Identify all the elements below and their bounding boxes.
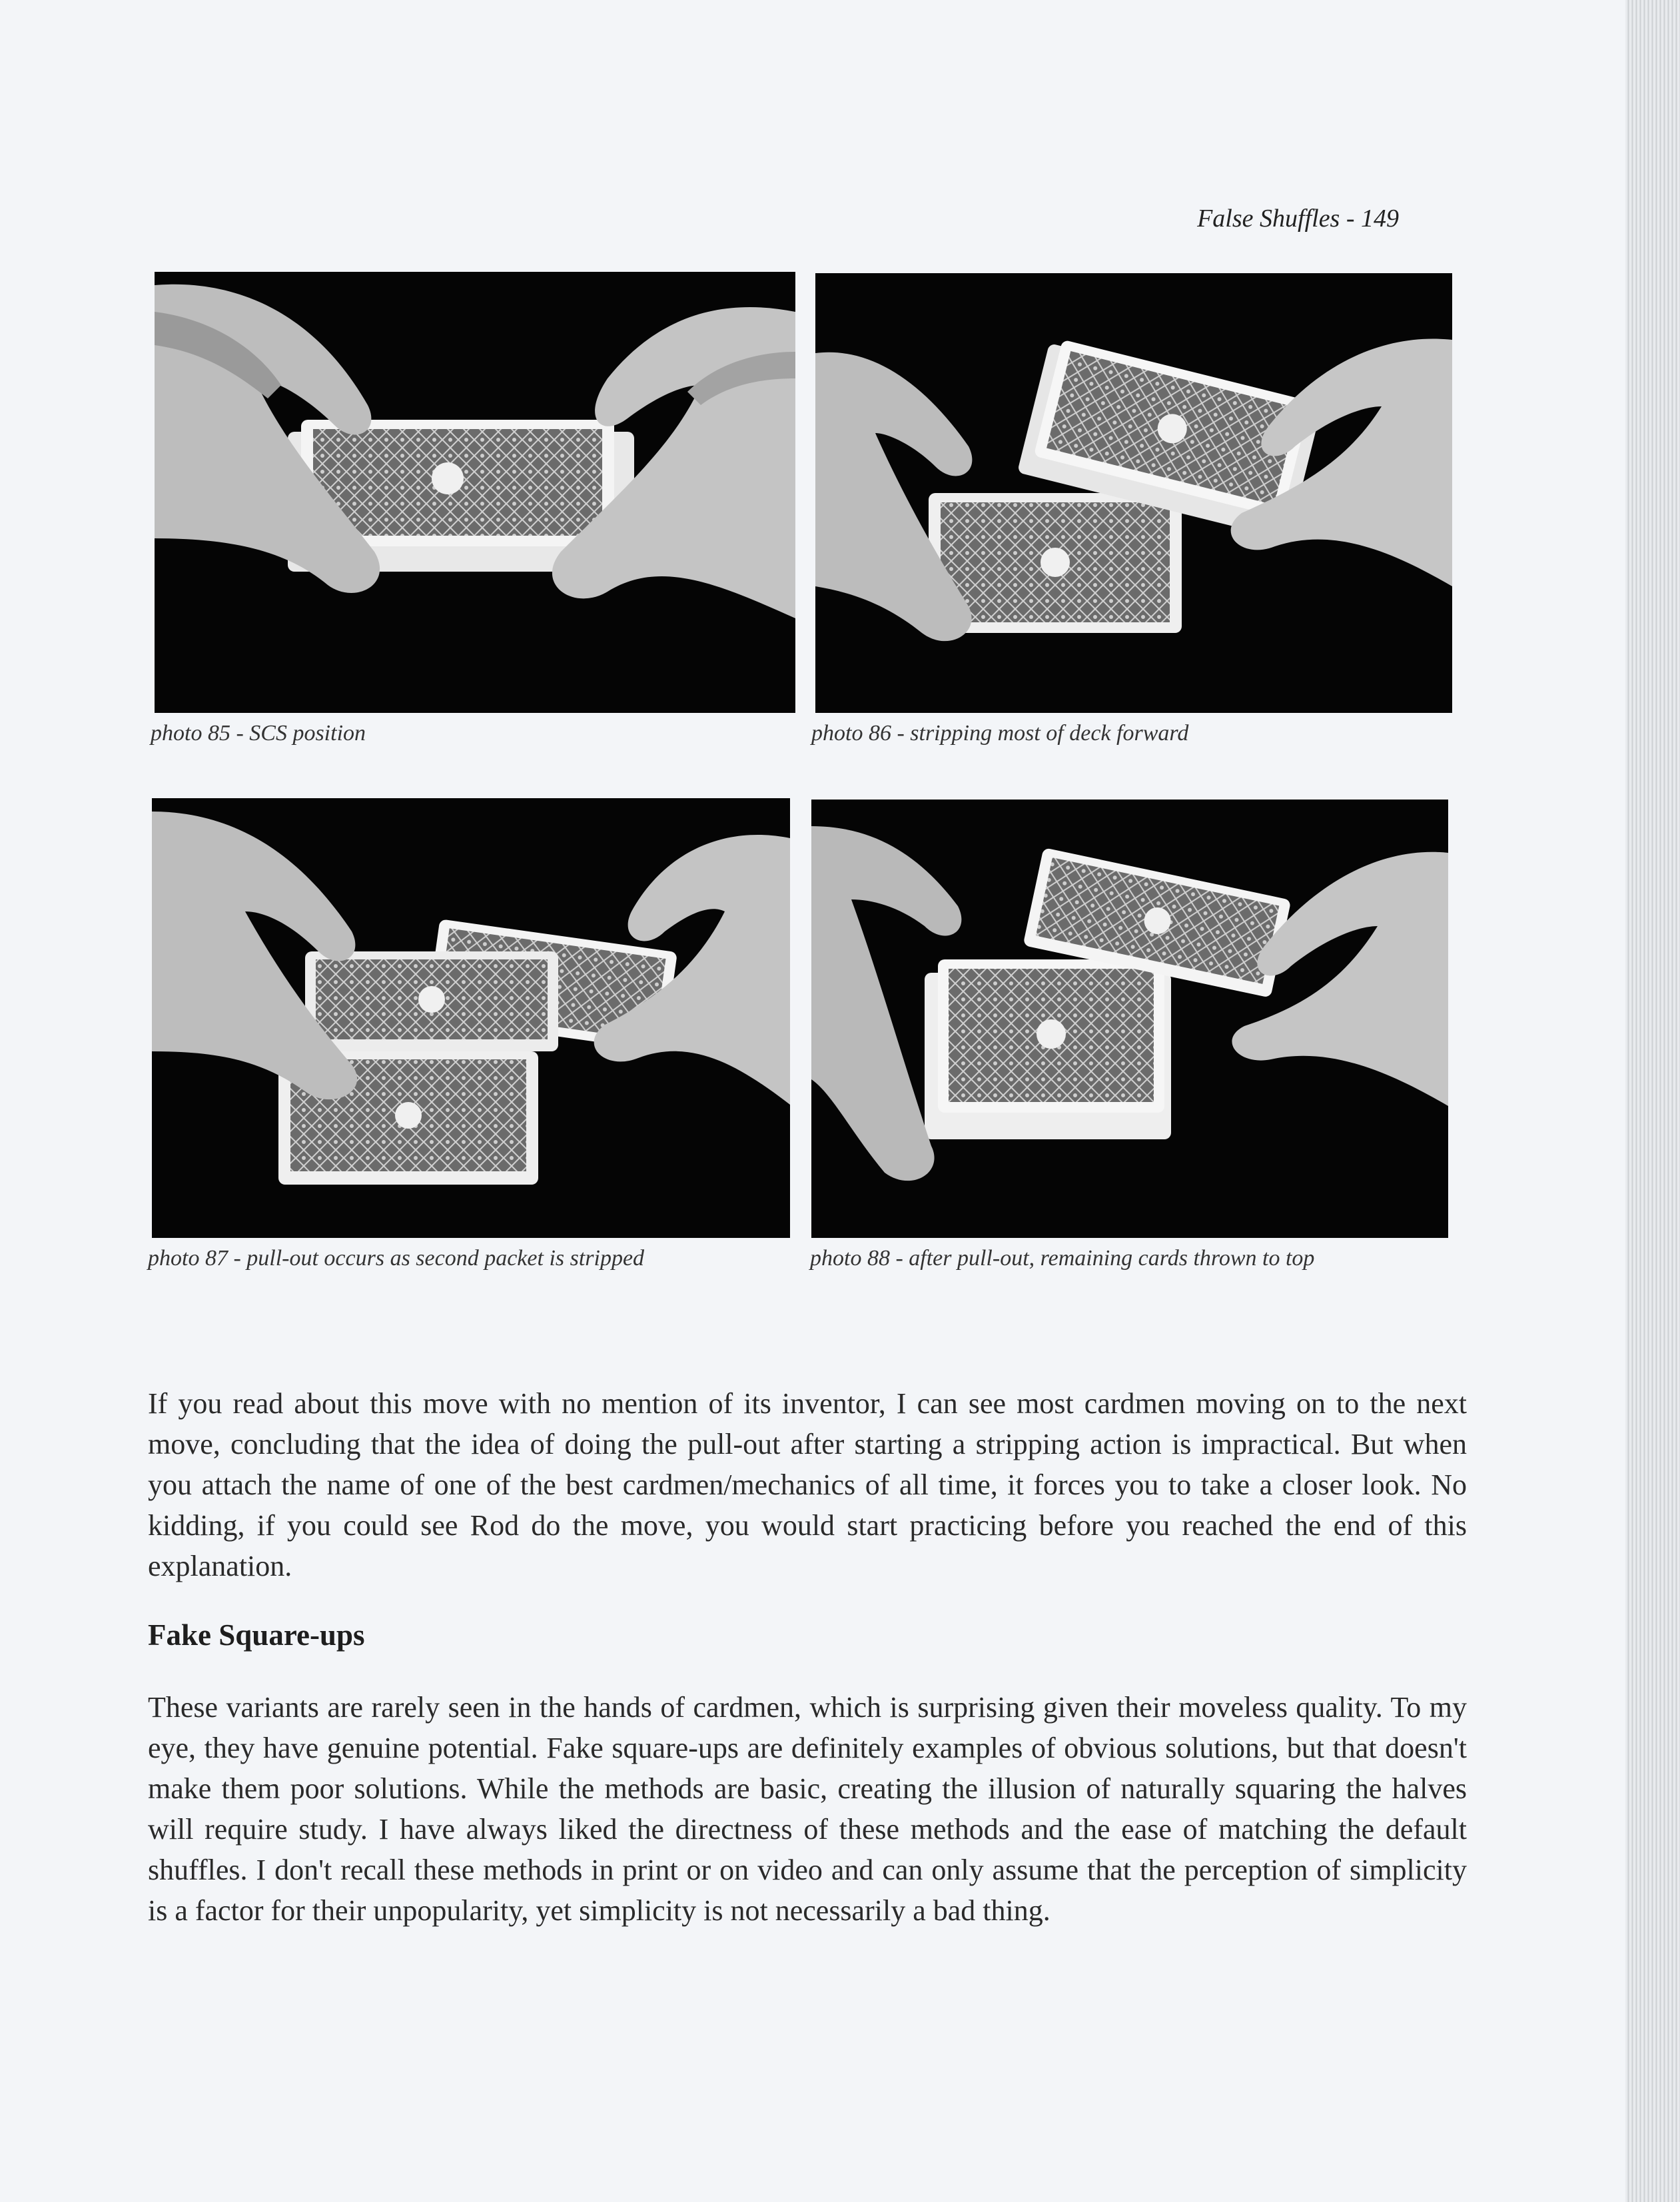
photo-87-caption: photo 87 - pull-out occurs as second packet is stripped: [148, 1246, 645, 1271]
page-stack-edge: [1625, 0, 1680, 2202]
paragraph-fake-square-ups: These variants are rarely seen in the hands of cardmen, which is surprising given their moveless quality. To my eye, they have genuine potential. Fake square-ups are definitely examples of obvious solutions, but that doesn't make them poor solutions. While the methods are basic, creating the illusion of naturally squaring the halves will require study. I have always liked the directness of these methods and the ease of matching the default shuffles. I don't recall these methods in print or on video and can only assume that the perception of simplicity is a factor for their unpopularity, yet simplicity is not necessarily a bad thing.: [148, 1691, 1467, 1927]
photo-86-caption: photo 86 - stripping most of deck forward: [811, 721, 1189, 746]
photo-88: [811, 800, 1448, 1238]
section-heading-fake-square-ups: Fake Square-ups: [148, 1618, 365, 1652]
photo-87-image: [152, 798, 790, 1238]
photo-85-image: [155, 272, 795, 713]
photo-88-image: [811, 800, 1448, 1238]
photo-86: [815, 273, 1452, 713]
photo-87: [152, 798, 790, 1238]
running-header: False Shuffles - 149: [1197, 205, 1399, 233]
photo-85: [155, 272, 795, 713]
paragraph-inventor: If you read about this move with no mention of its inventor, I can see most cardmen moving on to the next move, concluding that the idea of doing the pull-out after starting a stripping action is impractical. But when you attach the name of one of the best cardmen/mechanics of all time, it forces you to take a closer look. No kidding, if you could see Rod do the move, you would start practicing before you reached the end of this explanation.: [148, 1387, 1467, 1582]
photo-85-caption: photo 85 - SCS position: [151, 721, 366, 746]
photo-88-caption: photo 88 - after pull-out, remaining cards thrown to top: [810, 1246, 1315, 1271]
photo-86-image: [815, 273, 1452, 713]
